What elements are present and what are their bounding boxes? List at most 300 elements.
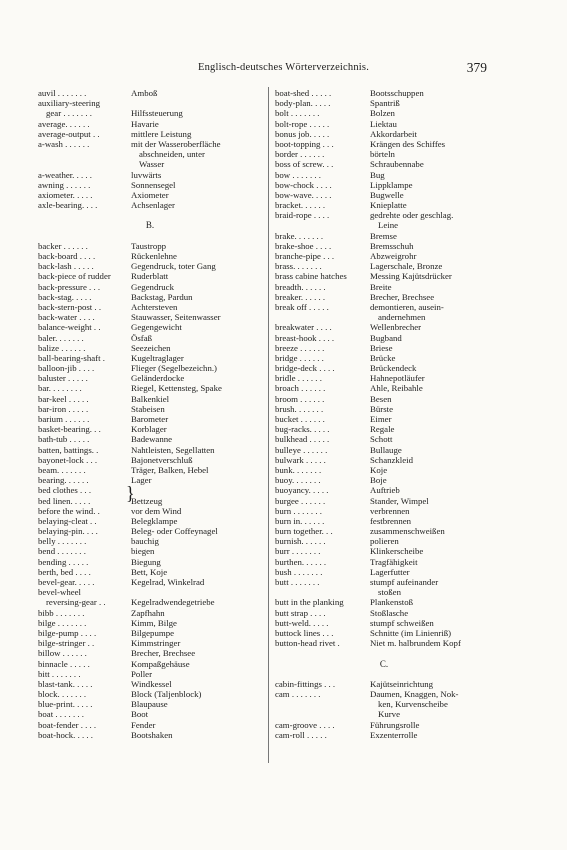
dictionary-entry bbox=[275, 200, 493, 210]
entry-english-term: bug-racks. . . . . bbox=[275, 424, 330, 435]
entry-german-translation: Fender bbox=[131, 719, 156, 730]
entry-german-translation: Führungsrolle bbox=[370, 719, 420, 730]
dictionary-entry bbox=[275, 210, 493, 220]
entry-english-term: burr . . . . . . . bbox=[275, 546, 321, 557]
left-column bbox=[38, 88, 262, 740]
entry-german-translation: Ruderblatt bbox=[131, 271, 169, 282]
dictionary-entry bbox=[38, 383, 262, 393]
column-divider bbox=[268, 87, 269, 763]
entry-english-term: buoy. . . . . . . bbox=[275, 475, 321, 486]
entry-german-translation: Achsenlager bbox=[131, 200, 175, 211]
entry-english-term: back-lash . . . . . bbox=[38, 261, 94, 272]
dictionary-entry bbox=[275, 526, 493, 536]
dictionary-entry bbox=[38, 353, 262, 363]
entry-english-term: bevel-gear. . . . . bbox=[38, 577, 95, 588]
dictionary-entry bbox=[38, 536, 262, 546]
entry-german-translation: Bootsschuppen bbox=[370, 88, 424, 98]
entry-english-term: bitt . . . . . . . bbox=[38, 668, 81, 679]
entry-english-term: auvil . . . . . . . bbox=[38, 88, 87, 98]
entry-english-term: average-output . . bbox=[38, 128, 100, 139]
entry-german-translation: Koje bbox=[370, 464, 388, 475]
entry-german-translation: Sonnensegel bbox=[131, 179, 176, 190]
entry-english-term: bulleye . . . . . . bbox=[275, 444, 328, 455]
entry-english-term: belly . . . . . . . bbox=[38, 536, 87, 547]
entry-english-term: axiometer. . . . . bbox=[38, 189, 93, 200]
dictionary-entry bbox=[38, 618, 262, 628]
entry-english-term: boot-topping . . . bbox=[275, 138, 334, 149]
entry-german-translation: Biegung bbox=[131, 556, 161, 567]
right-column bbox=[275, 88, 493, 740]
entry-german-translation: Briese bbox=[370, 342, 393, 353]
dictionary-entry bbox=[38, 373, 262, 383]
entry-english-term: bearing. . . . . . bbox=[38, 475, 89, 486]
dictionary-entry bbox=[275, 424, 493, 434]
entry-german-translation: biegen bbox=[131, 546, 155, 557]
dictionary-entry bbox=[275, 414, 493, 424]
section-spacer bbox=[275, 669, 493, 679]
entry-english-term: braid-rope . . . . bbox=[275, 210, 330, 221]
entry-german-translation: andernehmen bbox=[378, 312, 426, 323]
entry-english-term: basket-bearing. . . bbox=[38, 424, 101, 435]
entry-english-term: butt . . . . . . . bbox=[275, 577, 320, 587]
entry-german-translation: Bremsschuh bbox=[370, 240, 414, 251]
entry-german-translation: Poller bbox=[131, 668, 153, 679]
entry-english-term: binnacle . . . . . bbox=[38, 658, 90, 669]
entry-english-term: break off . . . . . bbox=[275, 301, 329, 312]
dictionary-entry bbox=[38, 180, 262, 190]
entry-english-term: baler. . . . . . . bbox=[38, 332, 84, 343]
entry-german-translation: Bolzen bbox=[370, 108, 395, 119]
entry-german-translation: ken, Kurvenscheibe bbox=[378, 699, 448, 710]
entry-german-translation: Block (Taljenblock) bbox=[131, 689, 202, 700]
dictionary-entry bbox=[275, 720, 493, 730]
dictionary-entry bbox=[275, 88, 493, 98]
page-title: Englisch-deutsches Wörterverzeichnis. bbox=[197, 62, 370, 73]
dictionary-entry bbox=[38, 638, 262, 648]
dictionary-entry bbox=[275, 231, 493, 241]
dictionary-entry bbox=[38, 159, 262, 169]
dictionary-entry bbox=[275, 282, 493, 292]
entry-english-term: burthen. . . . . . bbox=[275, 556, 327, 567]
entry-german-translation: Blaupause bbox=[131, 699, 168, 710]
entry-english-term: a-weather. . . . . bbox=[38, 169, 92, 180]
dictionary-entry bbox=[38, 88, 262, 98]
entry-german-translation: gedrehte oder geschlag. bbox=[370, 210, 454, 221]
entry-german-translation: Nahtleisten, Segellatten bbox=[131, 444, 215, 455]
entry-german-translation: Boot bbox=[131, 709, 149, 720]
entry-english-term: branche-pipe . . . bbox=[275, 251, 335, 261]
entry-english-term: gear . . . . . . . bbox=[46, 108, 92, 119]
entry-german-translation: Bettzeug bbox=[131, 495, 163, 506]
dictionary-entry bbox=[275, 343, 493, 353]
entry-german-translation: Beleg- oder Coffeynagel bbox=[131, 526, 218, 537]
entry-english-term: bush . . . . . . . bbox=[275, 566, 323, 577]
entry-english-term: axle-bearing. . . . bbox=[38, 200, 98, 211]
entry-english-term: backer . . . . . . bbox=[38, 240, 88, 251]
entry-english-term: back-stern-post . . bbox=[38, 301, 102, 312]
entry-english-term: burn . . . . . . . bbox=[275, 505, 322, 516]
entry-english-term: back-pressure . . . bbox=[38, 281, 101, 292]
dictionary-entry bbox=[275, 170, 493, 180]
dictionary-entry bbox=[275, 394, 493, 404]
entry-english-term: burn together. . . bbox=[275, 526, 333, 537]
entry-english-term: average. . . . . . bbox=[38, 118, 90, 129]
dictionary-entry bbox=[38, 669, 262, 679]
dictionary-entry bbox=[275, 485, 493, 495]
entry-english-term: blue-print. . . . . bbox=[38, 699, 93, 710]
dictionary-entry bbox=[38, 608, 262, 618]
entry-german-translation: Spantriß bbox=[370, 98, 400, 109]
entry-german-translation: Riegel, Kettensteg, Spake bbox=[131, 383, 222, 394]
entry-german-translation: Akkordarbeit bbox=[370, 128, 417, 139]
entry-english-term: bayonet-lock . . . bbox=[38, 454, 98, 465]
dictionary-entry bbox=[38, 434, 262, 444]
entry-german-translation: bauchig bbox=[131, 536, 159, 547]
entry-german-translation: Regale bbox=[370, 424, 395, 435]
entry-english-term: bridge . . . . . . bbox=[275, 352, 324, 363]
dictionary-entry bbox=[38, 404, 262, 414]
entry-english-term: cam . . . . . . . bbox=[275, 689, 321, 700]
dictionary-entry bbox=[275, 149, 493, 159]
entry-german-translation: Backstag, Pardun bbox=[131, 291, 193, 302]
entry-german-translation: Korblager bbox=[131, 424, 167, 435]
entry-german-translation: Havarie bbox=[131, 118, 159, 129]
entry-german-translation: Bilgepumpe bbox=[131, 627, 175, 638]
dictionary-entry bbox=[38, 557, 262, 567]
entry-english-term: cabin-fittings . . . bbox=[275, 678, 336, 689]
entry-german-translation: Bugwelle bbox=[370, 189, 404, 200]
entry-german-translation: Bajonetverschluß bbox=[131, 454, 193, 465]
entry-english-term: bending . . . . . bbox=[38, 556, 89, 567]
entry-english-term: body-plan. . . . . bbox=[275, 98, 331, 109]
dictionary-entry bbox=[275, 159, 493, 169]
section-spacer bbox=[275, 648, 493, 658]
entry-english-term: belaying-pin. . . . bbox=[38, 526, 98, 537]
entry-english-term: bar-iron . . . . . bbox=[38, 403, 89, 414]
dictionary-entry bbox=[275, 638, 493, 648]
dictionary-entry bbox=[38, 292, 262, 302]
entry-german-translation: Stabeisen bbox=[131, 403, 165, 414]
dictionary-entry bbox=[38, 322, 262, 332]
entry-german-translation: Brücke bbox=[370, 352, 396, 363]
entry-english-term: back-board . . . . bbox=[38, 251, 96, 262]
dictionary-entry bbox=[38, 689, 262, 699]
dictionary-entry bbox=[275, 98, 493, 108]
dictionary-entry bbox=[38, 302, 262, 312]
entry-english-term: buoyancy. . . . . bbox=[275, 485, 329, 496]
entry-english-term: bulwark . . . . . bbox=[275, 454, 326, 465]
dictionary-entry bbox=[275, 129, 493, 139]
dictionary-entry bbox=[275, 353, 493, 363]
dictionary-entry bbox=[275, 119, 493, 129]
entry-english-term: berth, bed . . . . bbox=[38, 566, 91, 577]
entry-german-translation: Breite bbox=[370, 281, 392, 292]
dictionary-entry bbox=[275, 333, 493, 343]
dictionary-entry bbox=[38, 506, 262, 516]
entry-english-term: buttock lines . . . bbox=[275, 627, 334, 638]
dictionary-entry bbox=[38, 170, 262, 180]
dictionary-entry bbox=[38, 577, 262, 587]
entry-german-translation: polieren bbox=[370, 536, 399, 547]
entry-english-term: balize . . . . . . bbox=[38, 342, 86, 353]
entry-german-translation: Schanzkleid bbox=[370, 454, 413, 465]
section-spacer bbox=[38, 231, 262, 241]
entry-german-translation: Besen bbox=[370, 393, 392, 404]
entry-german-translation: Gegendruck, toter Gang bbox=[131, 261, 216, 272]
entry-german-translation: Kurve bbox=[378, 709, 400, 720]
entry-english-term: ball-bearing-shaft . bbox=[38, 352, 105, 363]
entry-english-term: bolt . . . . . . . bbox=[275, 108, 320, 119]
entry-english-term: breadth. . . . . . bbox=[275, 281, 326, 292]
entry-english-term: cam-roll . . . . . bbox=[275, 729, 327, 740]
dictionary-entry bbox=[275, 587, 493, 597]
entry-english-term: back-stag. . . . . bbox=[38, 291, 92, 302]
dictionary-entry bbox=[275, 496, 493, 506]
entry-german-translation: Amboß bbox=[131, 88, 158, 98]
entry-german-translation: Bug bbox=[370, 169, 385, 180]
entry-german-translation: Eimer bbox=[370, 414, 392, 424]
entry-english-term: bend . . . . . . . bbox=[38, 546, 86, 557]
entry-english-term: bow . . . . . . . bbox=[275, 169, 321, 180]
entry-german-translation: verbrennen bbox=[370, 505, 410, 516]
entry-english-term: boat . . . . . . . bbox=[38, 709, 84, 720]
entry-english-term: butt strap . . . . bbox=[275, 607, 326, 618]
entry-german-translation: Ösfaß bbox=[131, 332, 153, 343]
entry-english-term: reversing-gear . . bbox=[46, 597, 106, 608]
entry-german-translation: Rückenlehne bbox=[131, 251, 177, 262]
dictionary-entry bbox=[275, 618, 493, 628]
entry-english-term: balloon-jib . . . . bbox=[38, 363, 95, 374]
entry-english-term: back-water . . . . bbox=[38, 312, 95, 323]
entry-german-translation: Geländerdocke bbox=[131, 373, 185, 384]
entry-german-translation: Hilfssteuerung bbox=[131, 108, 183, 119]
dictionary-entry bbox=[275, 699, 493, 709]
entry-german-translation: zusammenschweißen bbox=[370, 526, 445, 537]
entry-german-translation: Auftrieb bbox=[370, 485, 400, 496]
dictionary-entry bbox=[275, 730, 493, 740]
entry-german-translation: Gegengewicht bbox=[131, 322, 182, 333]
dictionary-entry bbox=[38, 394, 262, 404]
entry-german-translation: Belegklampe bbox=[131, 515, 178, 526]
entry-english-term: bilge-stringer . . bbox=[38, 638, 95, 649]
entry-english-term: boat-hock. . . . . bbox=[38, 729, 93, 740]
entry-german-translation: Lippklampe bbox=[370, 179, 413, 190]
dictionary-entry bbox=[38, 475, 262, 485]
entry-german-translation: Taustropp bbox=[131, 240, 167, 251]
entry-english-term: bibb . . . . . . . bbox=[38, 607, 85, 618]
entry-german-translation: Bett, Koje bbox=[131, 566, 168, 577]
entry-german-translation: Seezeichen bbox=[131, 342, 171, 353]
entry-german-translation: Liektau bbox=[370, 118, 397, 129]
entry-english-term: butt in the planking bbox=[275, 597, 344, 608]
dictionary-entry bbox=[38, 546, 262, 556]
entry-german-translation: demontieren, ausein- bbox=[370, 301, 444, 312]
page-header bbox=[0, 60, 567, 76]
dictionary-entry bbox=[275, 475, 493, 485]
entry-german-translation: Bootshaken bbox=[131, 729, 173, 740]
entry-english-term: breakwater . . . . bbox=[275, 322, 332, 333]
entry-english-term: baluster . . . . . bbox=[38, 373, 88, 384]
entry-german-translation: Krängen des Schiffes bbox=[370, 138, 446, 149]
entry-english-term: bolt-rope . . . . . bbox=[275, 118, 330, 129]
section-heading: C. bbox=[379, 658, 389, 669]
entry-german-translation: Abzweigrohr bbox=[370, 251, 417, 261]
entry-german-translation: Niet m. halbrundem Kopf bbox=[370, 638, 461, 649]
dictionary-entry bbox=[275, 108, 493, 118]
dictionary-entry bbox=[38, 241, 262, 251]
dictionary-entry bbox=[38, 261, 262, 271]
dictionary-entry bbox=[275, 608, 493, 618]
entry-english-term: border . . . . . . bbox=[275, 149, 325, 160]
entry-english-term: breaker. . . . . . bbox=[275, 291, 326, 302]
dictionary-entry bbox=[38, 129, 262, 139]
dictionary-entry bbox=[275, 373, 493, 383]
entry-german-translation: stumpf schweißen bbox=[370, 617, 434, 628]
entry-german-translation: Schraubennabe bbox=[370, 159, 424, 170]
entry-english-term: brass cabine hatches bbox=[275, 271, 347, 282]
dictionary-entry bbox=[275, 536, 493, 546]
dictionary-entry bbox=[38, 282, 262, 292]
entry-german-translation: Barometer bbox=[131, 414, 169, 425]
entry-german-translation: Axiometer bbox=[131, 189, 169, 200]
dictionary-entry bbox=[275, 557, 493, 567]
dictionary-entry bbox=[38, 445, 262, 455]
dictionary-entry bbox=[38, 333, 262, 343]
dictionary-entry bbox=[38, 363, 262, 373]
entry-german-translation: börteln bbox=[370, 149, 395, 160]
dictionary-entry bbox=[275, 312, 493, 322]
entry-german-translation: Stoßlasche bbox=[370, 607, 409, 618]
entry-german-translation: Boje bbox=[370, 475, 387, 486]
dictionary-entry bbox=[275, 404, 493, 414]
entry-german-translation: Bullauge bbox=[370, 444, 402, 455]
dictionary-entry bbox=[275, 516, 493, 526]
entry-english-term: awning . . . . . . bbox=[38, 179, 91, 190]
entry-german-translation: Kimmstringer bbox=[131, 638, 181, 649]
entry-english-term: before the wind. . bbox=[38, 505, 100, 516]
entry-german-translation: Hahnepotläufer bbox=[370, 373, 425, 384]
entry-german-translation: Wellenbrecher bbox=[370, 322, 422, 333]
entry-german-translation: Brecher, Brechsee bbox=[131, 648, 196, 659]
entry-german-translation: Schnitte (im Linienriß) bbox=[370, 627, 452, 638]
entry-german-translation: Exzenterrolle bbox=[370, 729, 418, 740]
dictionary-entry bbox=[38, 139, 262, 149]
entry-english-term: boat-shed . . . . . bbox=[275, 88, 332, 98]
dictionary-entry bbox=[275, 506, 493, 516]
dictionary-entry bbox=[38, 312, 262, 322]
entry-german-translation: Schott bbox=[370, 434, 393, 445]
dictionary-entry bbox=[38, 679, 262, 689]
dictionary-entry bbox=[275, 190, 493, 200]
entry-german-translation: Achtersteven bbox=[131, 301, 178, 312]
dictionary-entry bbox=[275, 434, 493, 444]
entry-german-translation: Stander, Wimpel bbox=[370, 495, 429, 506]
dictionary-entry bbox=[275, 689, 493, 699]
dictionary-entry bbox=[275, 363, 493, 373]
dictionary-entry bbox=[38, 597, 262, 607]
dictionary-entry bbox=[275, 709, 493, 719]
entry-english-term: cam-groove . . . . bbox=[275, 719, 335, 730]
dictionary-entry bbox=[275, 597, 493, 607]
dictionary-entry bbox=[275, 180, 493, 190]
dictionary-entry bbox=[38, 567, 262, 577]
dictionary-entry bbox=[275, 220, 493, 230]
dictionary-entry bbox=[275, 383, 493, 393]
entry-english-term: barium . . . . . . bbox=[38, 414, 90, 425]
entry-english-term: boat-fender . . . . bbox=[38, 719, 97, 730]
entry-english-term: batten, battings. . bbox=[38, 444, 99, 455]
entry-english-term: bridge-deck . . . . bbox=[275, 363, 335, 374]
entry-german-translation: Ahle, Reibahle bbox=[370, 383, 423, 394]
entry-german-translation: Bürste bbox=[370, 403, 393, 414]
entry-german-translation: stumpf aufeinander bbox=[370, 577, 439, 587]
page-number: 379 bbox=[466, 60, 487, 75]
entry-english-term: bath-tub . . . . . bbox=[38, 434, 90, 445]
dictionary-entry bbox=[38, 628, 262, 638]
entry-german-translation: Messing Kajütsdrücker bbox=[370, 271, 452, 282]
entry-english-term: back-piece of rudder bbox=[38, 271, 111, 282]
entry-german-translation: mittlere Leistung bbox=[131, 128, 192, 139]
entry-german-translation: Leine bbox=[378, 220, 399, 231]
entry-german-translation: Kimm, Bilge bbox=[131, 617, 177, 628]
entry-english-term: bow-chock . . . . bbox=[275, 179, 332, 190]
entry-english-term: auxiliary-steering bbox=[38, 98, 101, 109]
dictionary-entry bbox=[38, 730, 262, 740]
dictionary-entry bbox=[38, 699, 262, 709]
entry-german-translation: Brecher, Brechsee bbox=[370, 291, 435, 302]
entry-english-term: burn in. . . . . . bbox=[275, 515, 325, 526]
entry-english-term: brake. . . . . . . bbox=[275, 230, 324, 241]
entry-english-term: beam. . . . . . . bbox=[38, 464, 86, 475]
dictionary-entry bbox=[38, 119, 262, 129]
entry-english-term: boss of screw. . . bbox=[275, 159, 334, 170]
entry-german-translation: Gegendruck bbox=[131, 281, 174, 292]
dictionary-entry bbox=[38, 414, 262, 424]
dictionary-entry bbox=[38, 587, 262, 597]
dictionary-entry bbox=[275, 679, 493, 689]
entry-english-term: brush. . . . . . . bbox=[275, 403, 324, 414]
entry-german-translation: Kegelrad, Winkelrad bbox=[131, 577, 205, 588]
entry-english-term: bar-keel . . . . . bbox=[38, 393, 89, 404]
entry-german-translation: Lagerschale, Bronze bbox=[370, 261, 443, 272]
entry-german-translation: Tragfähigkeit bbox=[370, 556, 418, 567]
dictionary-entry bbox=[38, 648, 262, 658]
dictionary-entry bbox=[275, 251, 493, 261]
entry-english-term: bridle . . . . . . bbox=[275, 373, 322, 384]
dictionary-entry bbox=[275, 546, 493, 556]
entry-german-translation: Kugeltraglager bbox=[131, 352, 184, 363]
dictionary-entry bbox=[38, 108, 262, 118]
entry-german-translation: Zapfhahn bbox=[131, 607, 165, 618]
entry-english-term: button-head rivet . bbox=[275, 638, 340, 649]
dictionary-entry bbox=[38, 200, 262, 210]
dictionary-entry bbox=[38, 98, 262, 108]
entry-german-translation: Windkessel bbox=[131, 678, 172, 689]
entry-german-translation: mit der Wasseroberfläche bbox=[131, 138, 221, 149]
entry-german-translation: Stauwasser, Seitenwasser bbox=[131, 312, 221, 323]
dictionary-entry bbox=[38, 271, 262, 281]
entry-english-term: burnish. . . . . . bbox=[275, 536, 326, 547]
dictionary-entry bbox=[275, 261, 493, 271]
entry-english-term: bonus job. . . . . bbox=[275, 128, 330, 139]
entry-german-translation: Lagerfutter bbox=[370, 566, 410, 577]
entry-german-translation: stoßen bbox=[378, 587, 401, 598]
entry-german-translation: Brückendeck bbox=[370, 363, 417, 374]
dictionary-entry bbox=[38, 455, 262, 465]
entry-german-translation: vor dem Wind bbox=[131, 505, 182, 516]
dictionary-entry bbox=[38, 465, 262, 475]
dictionary-entry bbox=[275, 465, 493, 475]
